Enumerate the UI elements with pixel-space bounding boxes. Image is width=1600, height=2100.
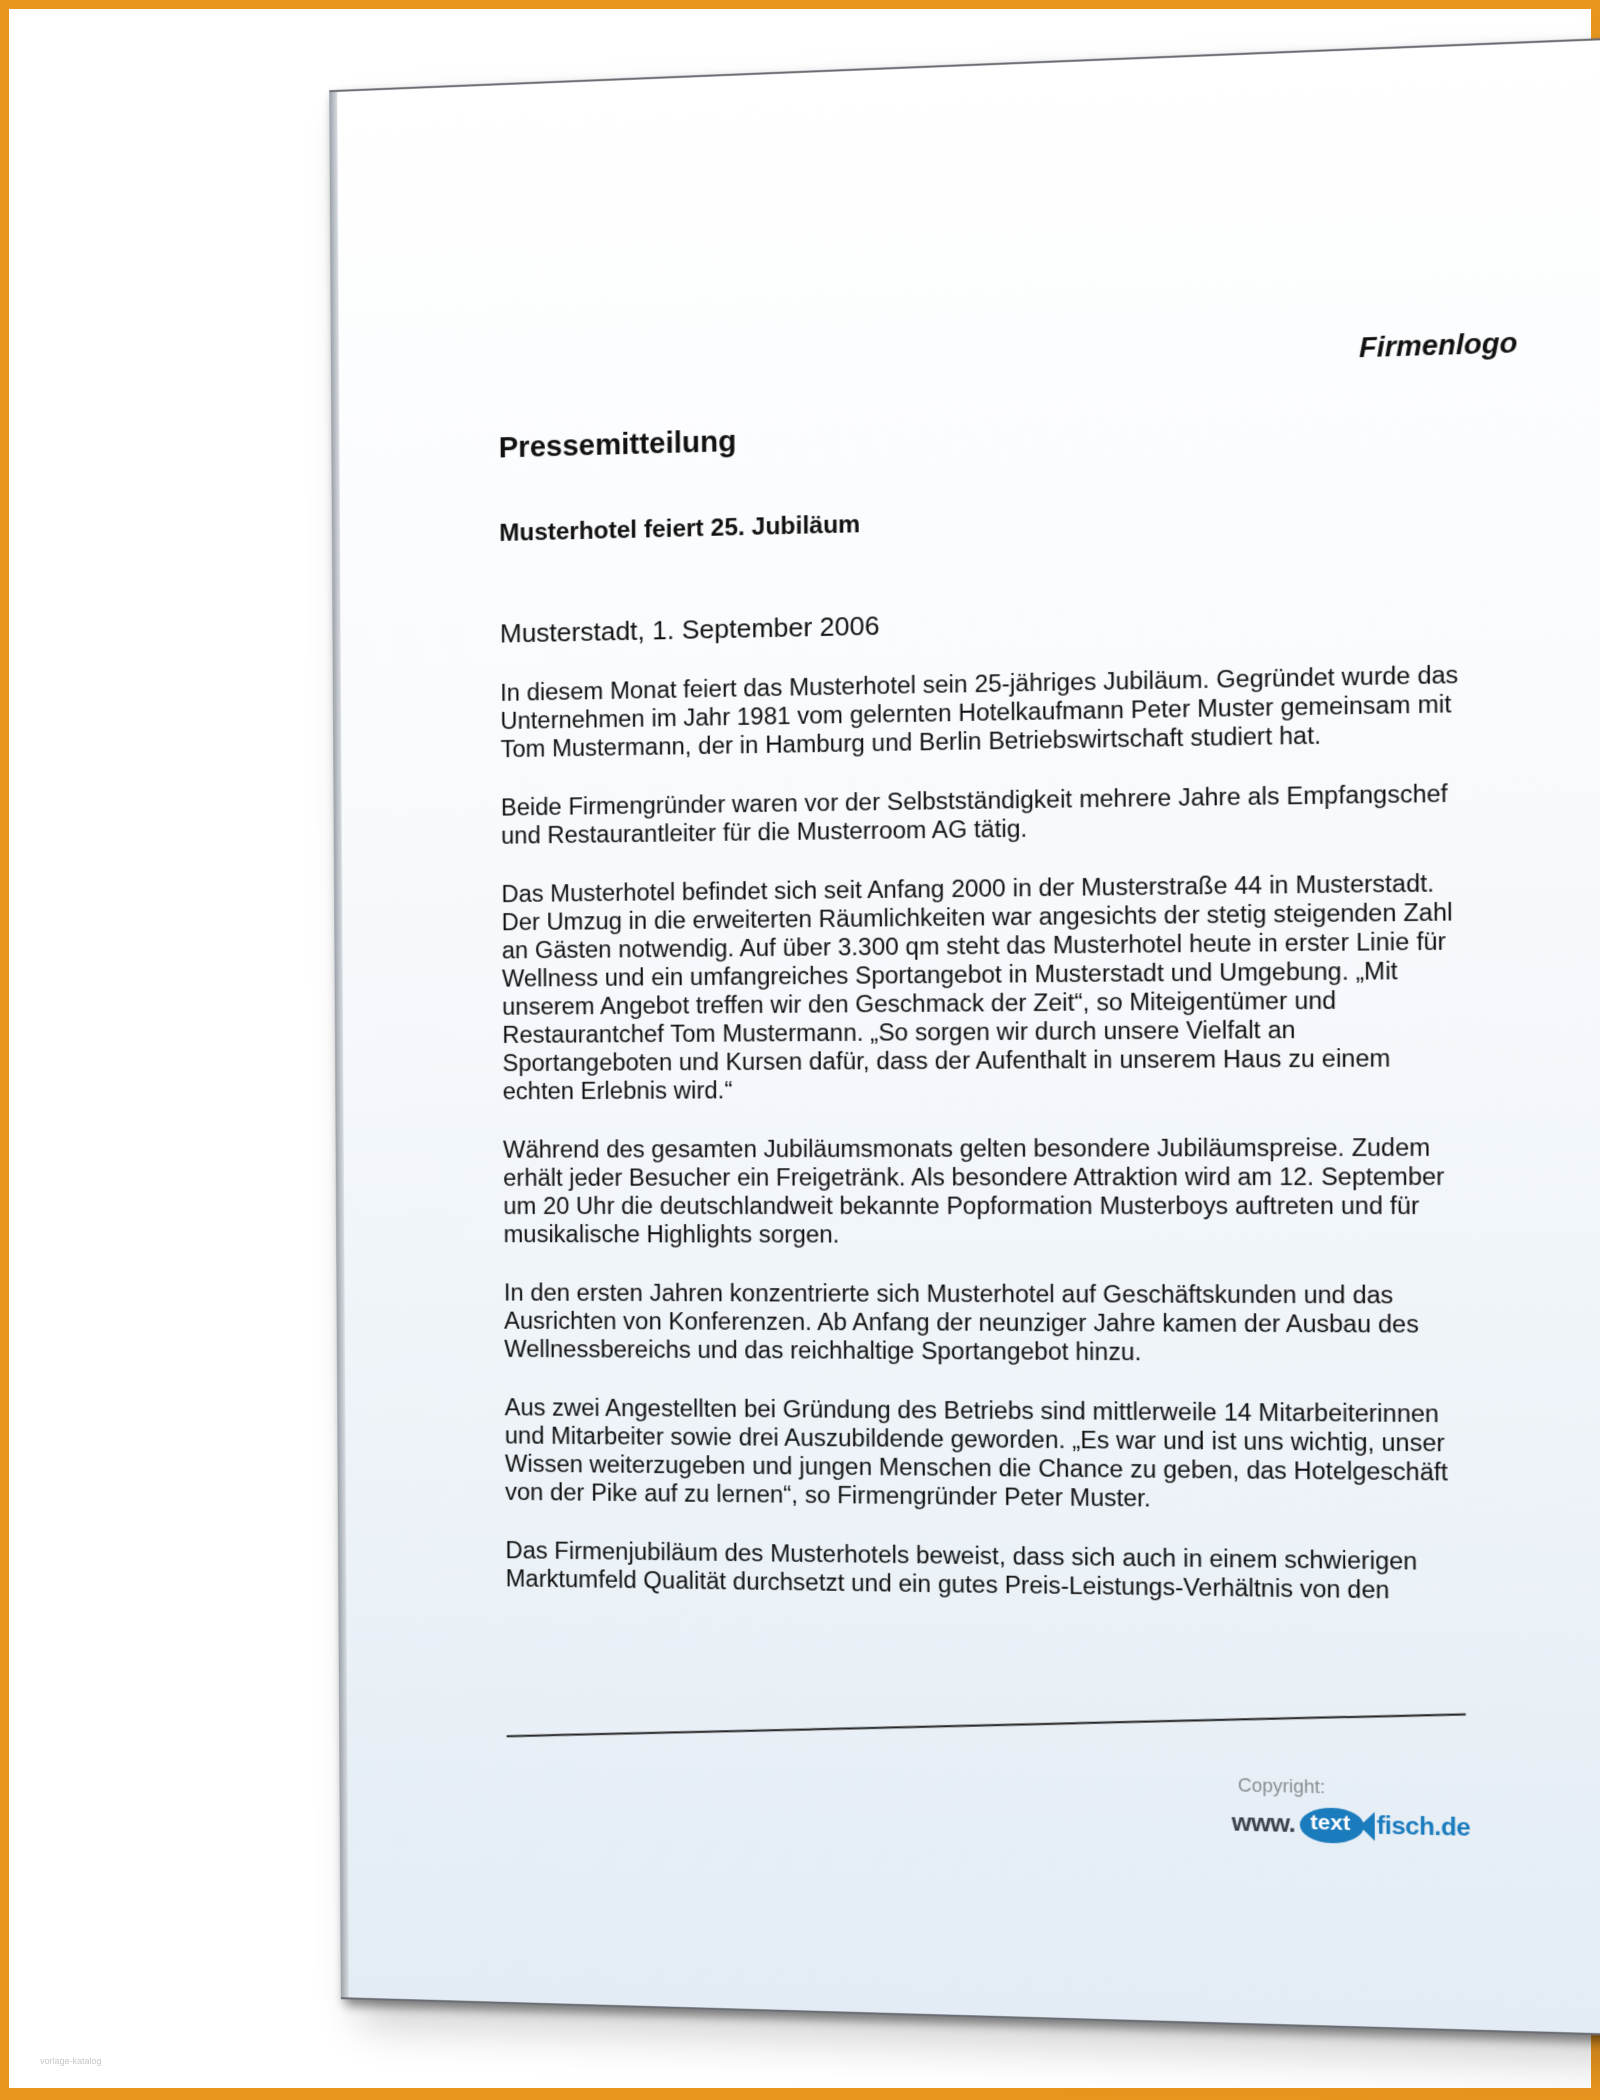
document-heading: Pressemitteilung — [498, 425, 737, 465]
paragraph-6: Aus zwei Angestellten bei Gründung des Betriebs sind mittlerweile 14 Mitarbeiterinnen und Mitarbeiter sowie drei Auszubildende geworden. „Es war und ist uns wichtig, unser Wissen weiterzugeben und jungen Menschen die Chance zu geben, das Hotelgeschäft von der Pike auf zu lernen“, so Firmengründer Peter Muster. — [504, 1394, 1448, 1512]
document-subject: Musterhotel feiert 25. Jubiläum — [499, 510, 861, 548]
company-logo-placeholder: Firmenlogo — [1358, 327, 1518, 364]
brand-fish-text: text — [1310, 1810, 1351, 1836]
dateline: Musterstadt, 1. September 2006 — [499, 610, 880, 649]
footer-divider — [507, 1713, 1466, 1737]
document-page — [329, 38, 1600, 2036]
watermark: vorlage-katalog — [40, 2056, 102, 2066]
paragraph-2: Beide Firmengründer waren vor der Selbstständigkeit mehrere Jahre als Empfangschef und Restaurantleiter für die Musterroom AG tätig. — [500, 780, 1448, 849]
copyright-label: Copyright: — [1237, 1774, 1326, 1798]
fish-icon — [1297, 1804, 1374, 1847]
copyright-block — [1231, 1775, 1478, 1850]
paragraph-3: Das Musterhotel befindet sich seit Anfang 2000 in der Musterstraße 44 in Musterstadt. Der Umzug in die erweiterten Räumlichkeiten war angesichts der stetig steigenden Zahl an Gästen notwendig. Auf über 3.300 qm steht das Musterhotel heute in erster Linie für Wellness und ein umfangreiches Sportangebot in Musterstadt und Umgebung. „Mit unserem Angebot treffen wir den Geschmack der Zeit“, so Miteigentümer und Restaurantchef Tom Mustermann. „So sorgen wir durch unsere Vielfalt an Sportangeboten und Kursen dafür, dass der Aufenthalt in unserem Haus zu einem echten Erlebnis wird.“ — [501, 869, 1453, 1105]
brand-suffix: fisch.de — [1376, 1811, 1471, 1843]
paragraph-1: In diesem Monat feiert das Musterhotel sein 25-jähriges Jubiläum. Gegründet wurde das Unternehmen im Jahr 1981 vom gelernten Hotelkaufmann Peter Muster gemeinsam mit Tom Mustermann, der in Hamburg und Berlin Betriebswirtschaft studiert hat. — [500, 661, 1459, 763]
paragraph-7: Das Firmenjubiläum des Musterhotels beweist, dass sich auch in einem schwierigen Marktumfeld Qualität durchsetzt und ein gutes Preis-Leistungs-Verhältnis von den — [505, 1537, 1418, 1604]
brand-logo — [1232, 1803, 1479, 1850]
body-text — [500, 660, 1466, 1637]
paragraph-5: In den ersten Jahren konzentrierte sich Musterhotel auf Geschäftskunden und das Ausrichten von Konferenzen. Ab Anfang der neunziger Jahre kamen der Ausbau des Wellnessbereichs und das reichhaltige Sportangebot hinzu. — [503, 1279, 1419, 1366]
paragraph-4: Während des gesamten Jubiläumsmonats gelten besondere Jubiläumspreise. Zudem erhält jeder Besucher ein Freigetränk. Als besondere Attraktion wird am 12. September um 20 Uhr die deutschlandweit bekannte Popformation Musterboys auftreten und für musikalische Highlights sorgen. — [502, 1133, 1445, 1248]
brand-prefix: www. — [1231, 1808, 1296, 1839]
